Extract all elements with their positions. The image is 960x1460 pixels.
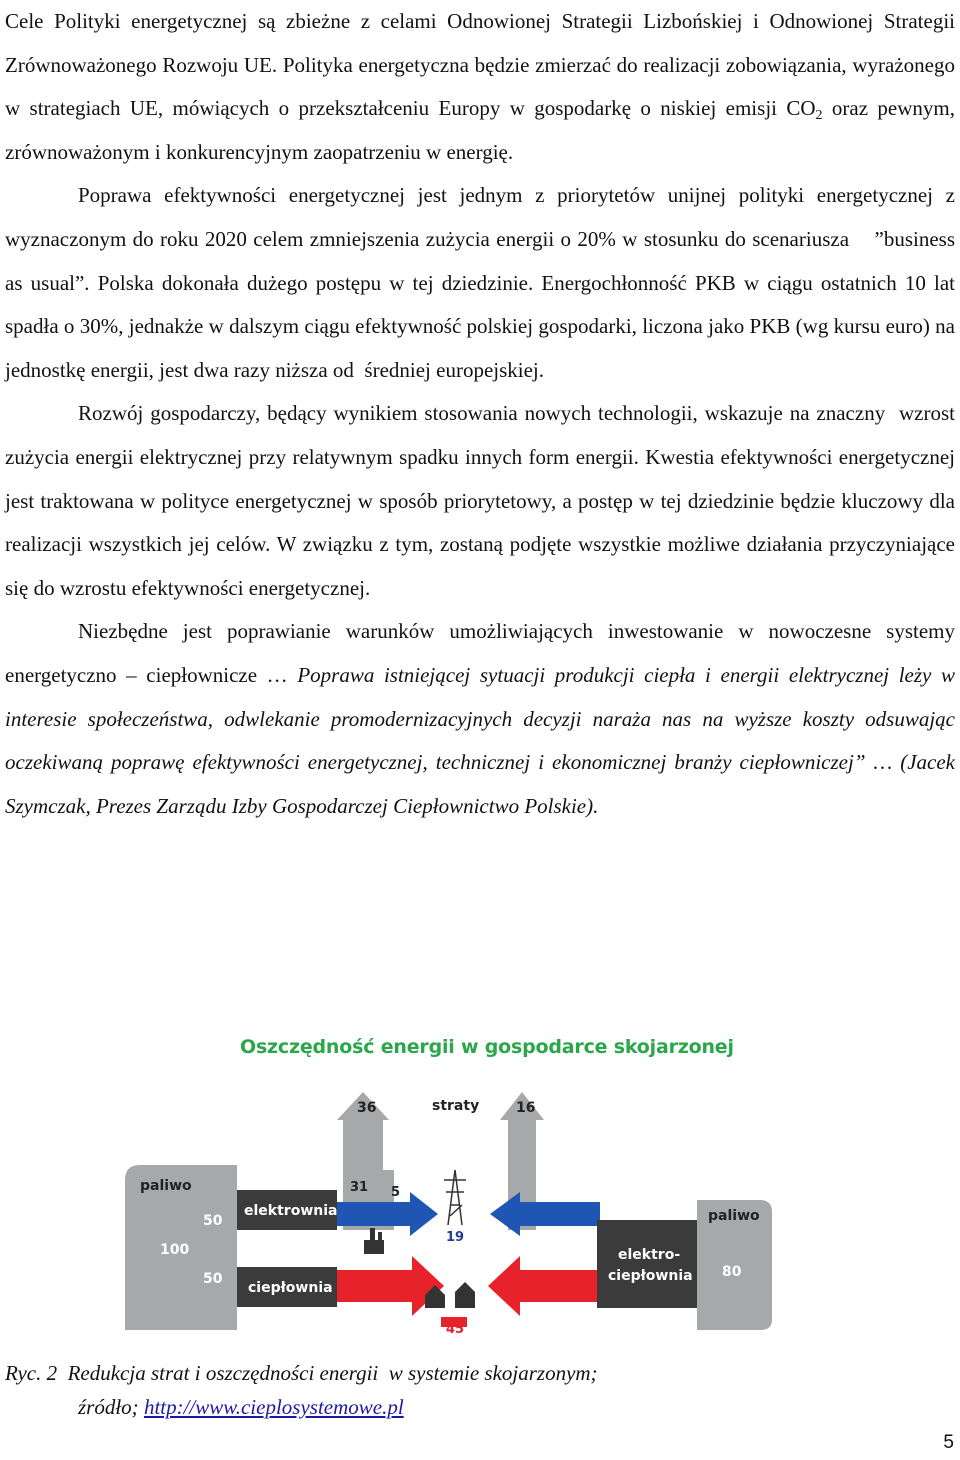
paragraph-1-end: oraz pewnym, zrównoważonym i konkurencyjnym zaopatrzeniu w energię. bbox=[5, 96, 956, 164]
quote-text: Poprawa istniejącej sytuacji produkcji ciepła i energii elektrycznej leży w interesie społeczeństwa, odwlekanie promodernizacyjnych decyzji naraża nas na wyższe koszty odsuwając oczekiwaną poprawę efektywności energetycznej, technicznej i ekonomicznej branży ciepłowniczej” … (Jacek Szymczak, Prezes Zarządu Izby Gospodarczej Ciepłownictwo Polskie). bbox=[5, 662, 955, 818]
label-cieplownia: ciepłownia bbox=[248, 1280, 333, 1296]
label-elektrownia: elektrownia bbox=[244, 1203, 338, 1219]
value-5: 5 bbox=[391, 1185, 401, 1200]
value-16: 16 bbox=[516, 1100, 536, 1116]
heat-arrow-right bbox=[488, 1256, 600, 1316]
value-45: 45 bbox=[446, 1322, 465, 1337]
value-80: 80 bbox=[722, 1264, 742, 1280]
value-50-bottom: 50 bbox=[203, 1271, 223, 1287]
figure-caption bbox=[5, 1356, 598, 1424]
value-50-top: 50 bbox=[203, 1213, 223, 1229]
label-elektro: elektro- bbox=[618, 1247, 681, 1263]
label-straty: straty bbox=[432, 1098, 480, 1114]
electricity-arrow-right bbox=[490, 1192, 600, 1236]
paragraph-1-text: Cele Polityki energetycznej są zbieżne z celami Odnowionej Strategii Lizbońskiej i Odnowionej Strategii Zrównoważonego Rozwoju UE. Polityka energetyczna będzie zmierzać do realizacji zobowiązania, wyrażonego w strategiach UE, mówiących o przekształceniu Europy w gospodarkę o niskiej emisji CO bbox=[5, 9, 955, 121]
paragraph-2: Poprawa efektywności energetycznej jest jednym z priorytetów unijnej polityki energetycznej z wyznaczonym do roku 2020 celem zmniejszenia zużycia energii o 20% w stosunku do scenariusza ”business as usual”. Polska dokonała dużego postępu w tej dziedzinie. Energochłonność PKB w ciągu ostatnich 10 lat spadła o 30%, jednakże w dalszym ciągu efektywność polskiej gospodarki, liczona jako PKB (wg kursu euro) na jednostkę energii, jest dwa razy niższa od średniej europejskiej. bbox=[5, 183, 955, 382]
caption-line-2 bbox=[5, 1390, 598, 1424]
value-36: 36 bbox=[357, 1100, 377, 1116]
value-31: 31 bbox=[350, 1180, 369, 1195]
label-paliwo-left: paliwo bbox=[140, 1178, 192, 1194]
caption-line-1: Ryc. 2 Redukcja strat i oszczędności energii w systemie skojarzonym; bbox=[5, 1361, 598, 1385]
page-number: 5 bbox=[943, 1432, 954, 1453]
elektrocieplownia-box bbox=[597, 1220, 697, 1308]
paragraph-1 bbox=[5, 0, 955, 174]
figure-title: Oszczędność energii w gospodarce skojarzonej bbox=[240, 1036, 734, 1058]
source-link[interactable]: http://www.cieplosystemowe.pl bbox=[143, 1395, 404, 1419]
cogeneration-figure bbox=[0, 1030, 960, 1350]
caption-source-label: źródło; bbox=[78, 1395, 144, 1419]
document-body bbox=[5, 0, 955, 828]
label-paliwo-right: paliwo bbox=[708, 1208, 760, 1224]
value-100: 100 bbox=[160, 1242, 190, 1258]
paragraph-4 bbox=[5, 610, 955, 828]
factory-icon bbox=[364, 1228, 384, 1254]
label-elektro-cieplownia: ciepłownia bbox=[608, 1268, 693, 1284]
value-19: 19 bbox=[446, 1230, 465, 1245]
power-pylon-icon bbox=[444, 1170, 466, 1225]
co2-subscript: 2 bbox=[815, 108, 823, 124]
paragraph-3: Rozwój gospodarczy, będący wynikiem stosowania nowych technologii, wskazuje na znaczny wzrost zużycia energii elektrycznej przy relatywnym spadku innych form energii. Kwestia efektywności energetycznej jest traktowana w polityce energetycznej w sposób priorytetowy, a postęp w tej dziedzinie będzie kluczowy dla realizacji wszystkich jej celów. W związku z tym, zostaną podjęte wszystkie możliwe działania przyczyniające się do wzrostu efektywności energetycznej. bbox=[5, 401, 955, 600]
paragraph-4-text: Niezbędne jest poprawianie warunków umożliwiających inwestowanie w nowoczesne systemy energetyczno – ciepłownicze … bbox=[5, 619, 955, 687]
